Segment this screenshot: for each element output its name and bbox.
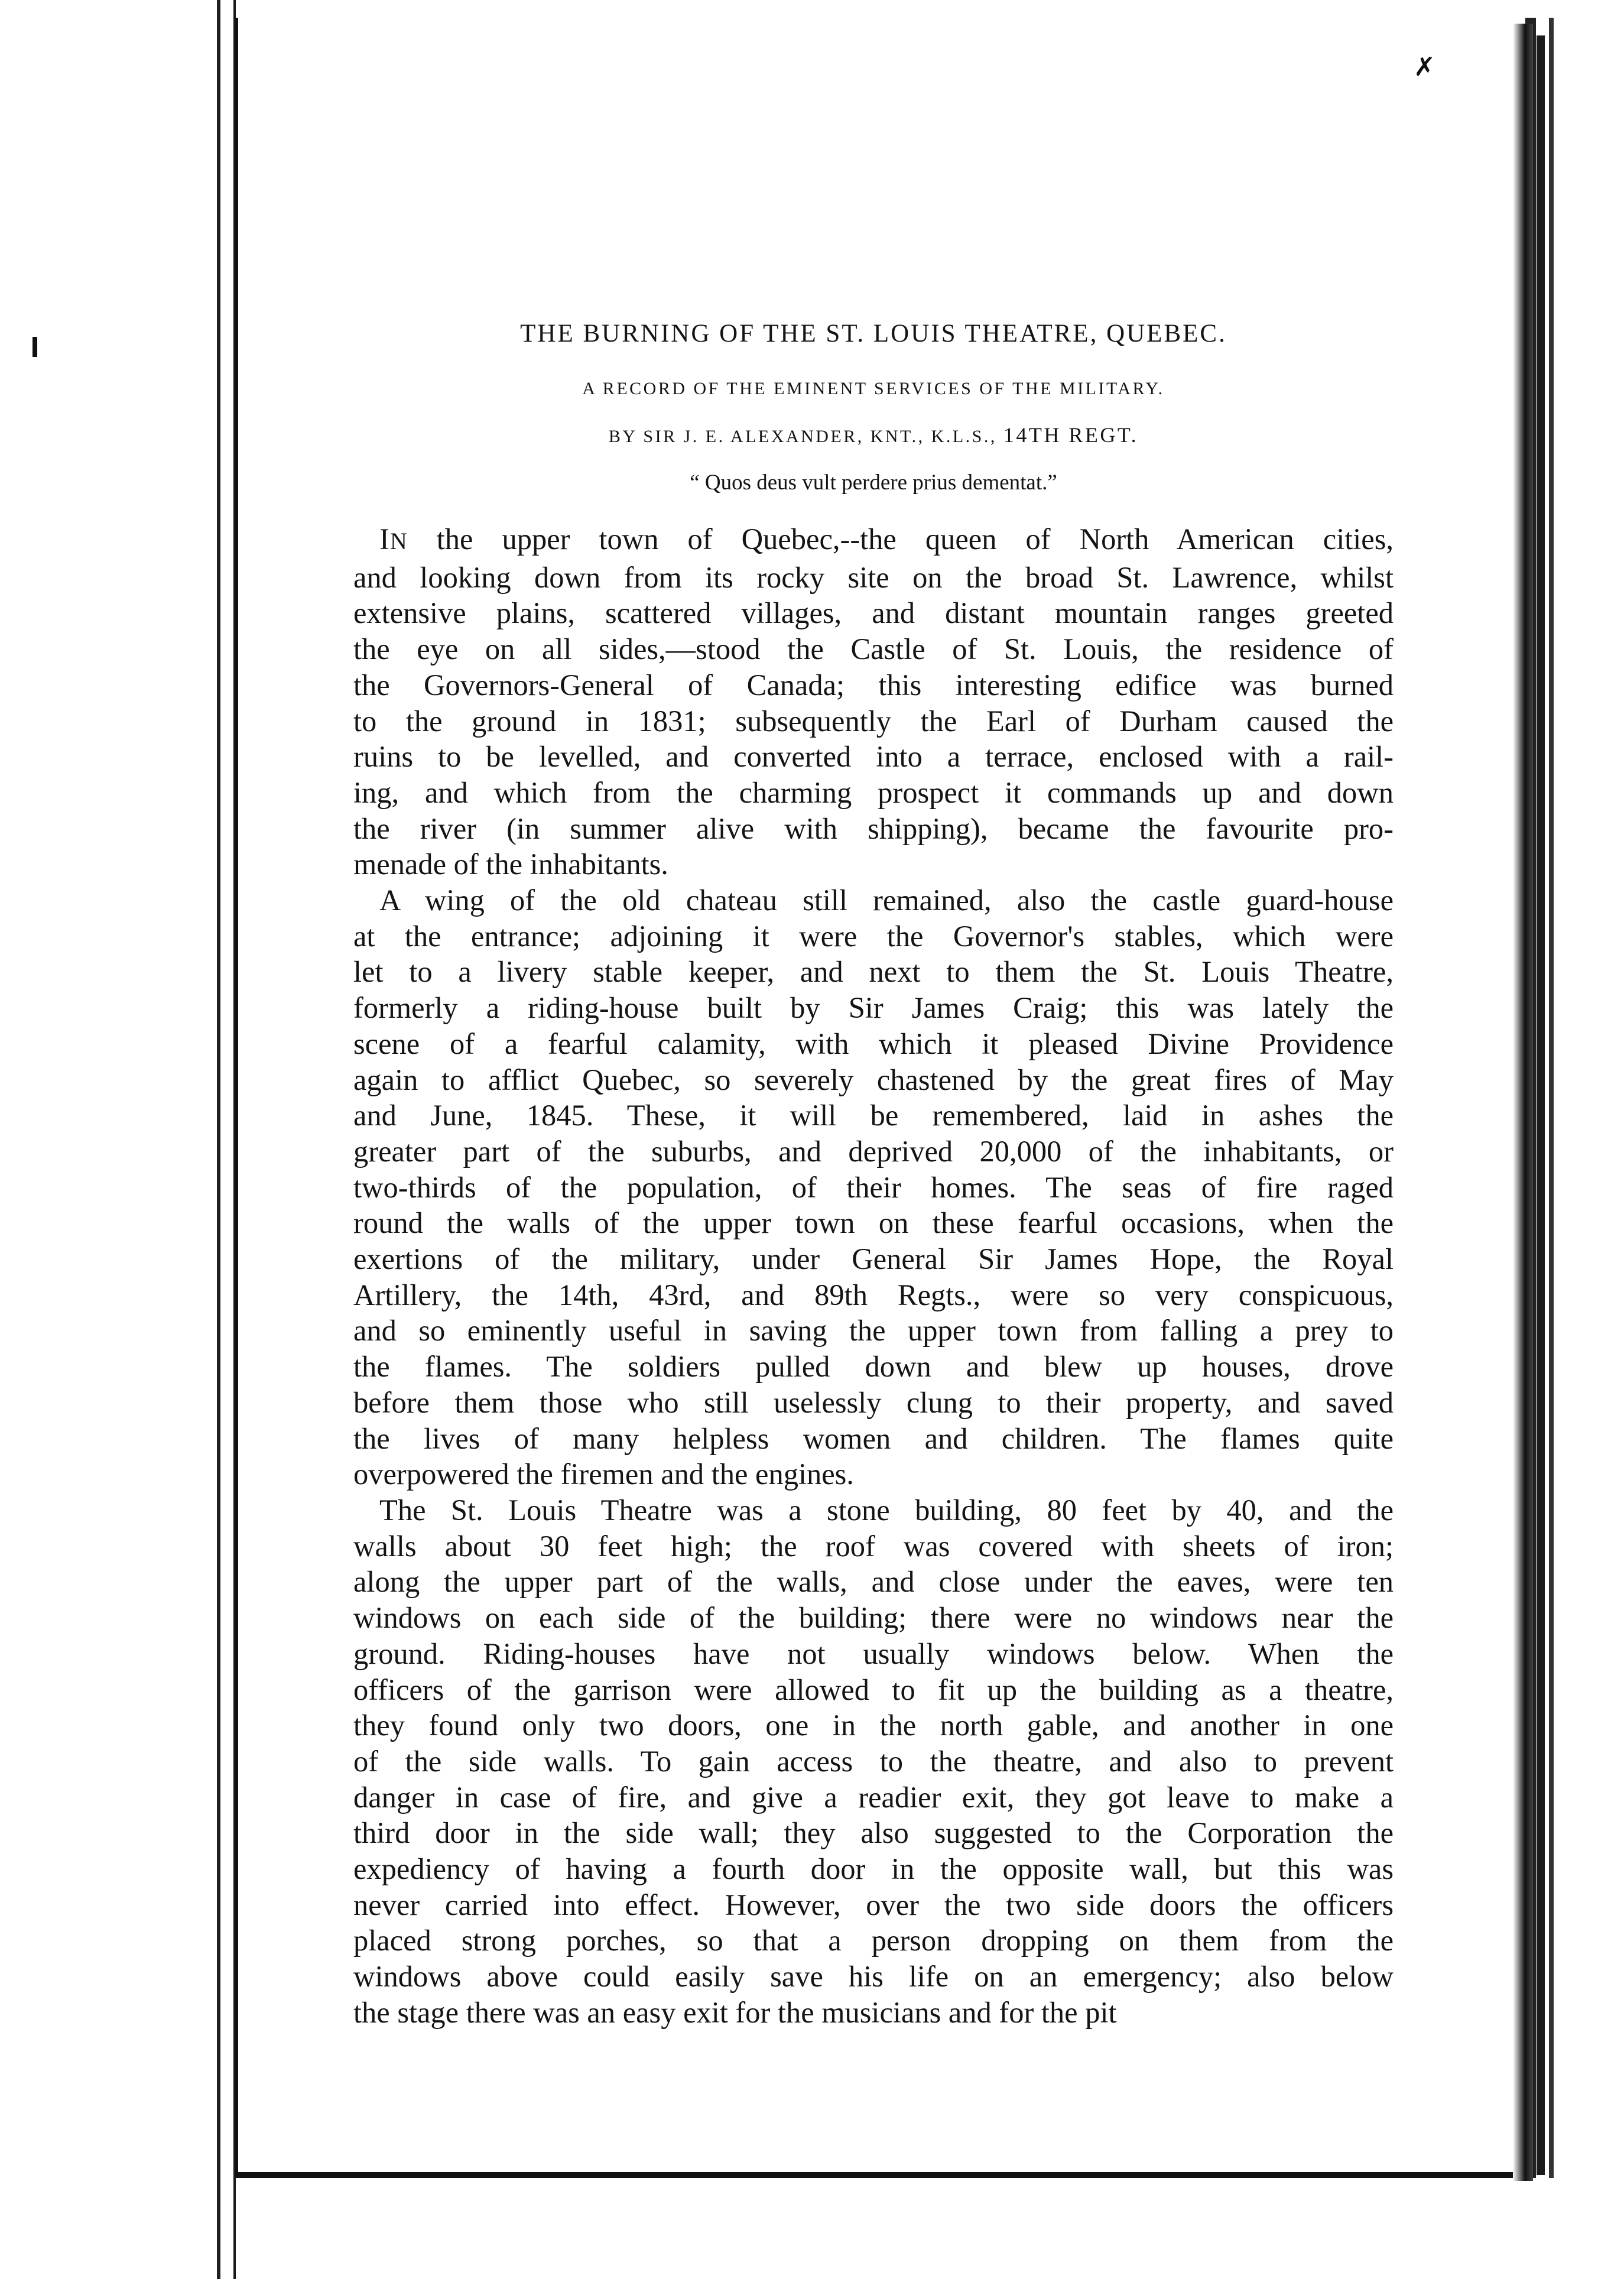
text-line: A wing of the old chateau still remained, also the castle guard-house: [379, 884, 1394, 917]
paragraph-3: [353, 1492, 1394, 2031]
page-content: [353, 319, 1394, 2031]
byline-regiment: 14TH REGT.: [1003, 423, 1139, 447]
text-line: exertions of the military, under General Sir James Hope, the Royal: [353, 1242, 1394, 1276]
page-edge-shadow: [1513, 24, 1533, 2181]
text-line: Artillery, the 14th, 43rd, and 89th Regts., were so very conspicuous,: [353, 1278, 1394, 1311]
text-line: along the upper part of the walls, and close under the eaves, were ten: [353, 1565, 1394, 1599]
latin-epigraph: “ Quos deus vult perdere prius dementat.”: [690, 470, 1057, 495]
text-line: never carried into effect. However, over the two side doors the officers: [353, 1888, 1394, 1921]
text-line: again to afflict Quebec, so severely chastened by the great fires of May: [353, 1063, 1394, 1096]
text-line: [353, 521, 1394, 560]
page-edge-border: [1537, 35, 1545, 2175]
paragraph-2: [353, 882, 1394, 1492]
initial-letter: I: [379, 522, 390, 556]
text-line: expediency of having a fourth door in the opposite wall, but this was: [353, 1852, 1394, 1886]
text-line: to the ground in 1831; subsequently the Earl of Durham caused the: [353, 704, 1394, 738]
text-line: menade of the inhabitants.: [353, 848, 668, 881]
text-line: the Governors-General of Canada; this interesting edifice was burned: [353, 668, 1394, 702]
margin-mark: [33, 337, 37, 357]
text-line: placed strong porches, so that a person dropping on them from the: [353, 1924, 1394, 1957]
text-line: The St. Louis Theatre was a stone building, 80 feet by 40, and the: [379, 1493, 1394, 1527]
text-line: windows on each side of the building; there were no windows near the: [353, 1601, 1394, 1635]
text-line: ground. Riding-houses have not usually windows below. When the: [353, 1637, 1394, 1670]
text-line: the lives of many helpless women and children. The flames quite: [353, 1421, 1394, 1455]
text-line: officers of the garrison were allowed to fit up the building as a theatre,: [353, 1673, 1394, 1706]
text-line: and so eminently useful in saving the upper town from falling a prey to: [353, 1314, 1394, 1348]
author-byline: [353, 423, 1394, 447]
text-line: windows above could easily save his life on an emergency; also below: [353, 1960, 1394, 1994]
text-line: they found only two doors, one in the north gable, and another in one: [353, 1709, 1394, 1742]
book-spine-shadow: [217, 0, 220, 2279]
article-body: [353, 521, 1394, 2031]
article-title: THE BURNING OF THE ST. LOUIS THEATRE, QUEBEC.: [520, 320, 1227, 348]
text-line: third door in the side wall; they also suggested to the Corporation the: [353, 1816, 1394, 1850]
text-line: before them those who still uselessly clung to their property, and saved: [353, 1385, 1394, 1419]
text-line: the flames. The soldiers pulled down and blew up houses, drove: [353, 1350, 1394, 1384]
text-line: the eye on all sides,—stood the Castle of St. Louis, the residence of: [353, 632, 1394, 666]
text-line: extensive plains, scattered villages, and distant mountain ranges greeted: [353, 596, 1394, 630]
text-line: the stage there was an easy exit for the musicians and for the pit: [353, 1995, 1117, 2029]
paragraph-1: [353, 521, 1394, 882]
article-subtitle: A RECORD OF THE EMINENT SERVICES OF THE MILITARY.: [582, 379, 1165, 398]
text-line: the river (in summer alive with shipping), became the favourite pro-: [353, 811, 1394, 845]
text-line: ing, and which from the charming prospect it commands up and down: [353, 775, 1394, 809]
text-line: ruins to be levelled, and converted into a terrace, enclosed with a rail-: [353, 740, 1394, 774]
text-line: danger in case of fire, and give a readier exit, they got leave to make a: [353, 1780, 1394, 1814]
text-line: walls about 30 feet high; the roof was covered with sheets of iron;: [353, 1529, 1394, 1563]
text-line: formerly a riding-house built by Sir James Craig; this was lately the: [353, 991, 1394, 1025]
text-line: greater part of the suburbs, and deprived 20,000 of the inhabitants, or: [353, 1134, 1394, 1168]
text-line: scene of a fearful calamity, with which it pleased Divine Providence: [353, 1027, 1394, 1060]
corner-mark: ✗: [1414, 52, 1435, 82]
byline-author: BY SIR J. E. ALEXANDER, KNT., K.L.S.,: [608, 427, 1003, 446]
text-line: of the side walls. To gain access to the theatre, and also to prevent: [353, 1744, 1394, 1778]
small-caps-letter: N: [389, 528, 408, 554]
text-line: round the walls of the upper town on these fearful occasions, when the: [353, 1206, 1394, 1240]
text-line: let to a livery stable keeper, and next to them the St. Louis Theatre,: [353, 955, 1394, 989]
text-line: two-thirds of the population, of their homes. The seas of fire raged: [353, 1170, 1394, 1204]
text-line: and June, 1845. These, it will be remembered, laid in ashes the: [353, 1099, 1394, 1132]
text-line: and looking down from its rocky site on the broad St. Lawrence, whilst: [353, 560, 1394, 594]
text-line: at the entrance; adjoining it were the Governor's stables, which were: [353, 919, 1394, 953]
text-line: overpowered the firemen and the engines.: [353, 1457, 854, 1491]
text-line-rest: the upper town of Quebec,--the queen of North American cities,: [407, 522, 1394, 556]
